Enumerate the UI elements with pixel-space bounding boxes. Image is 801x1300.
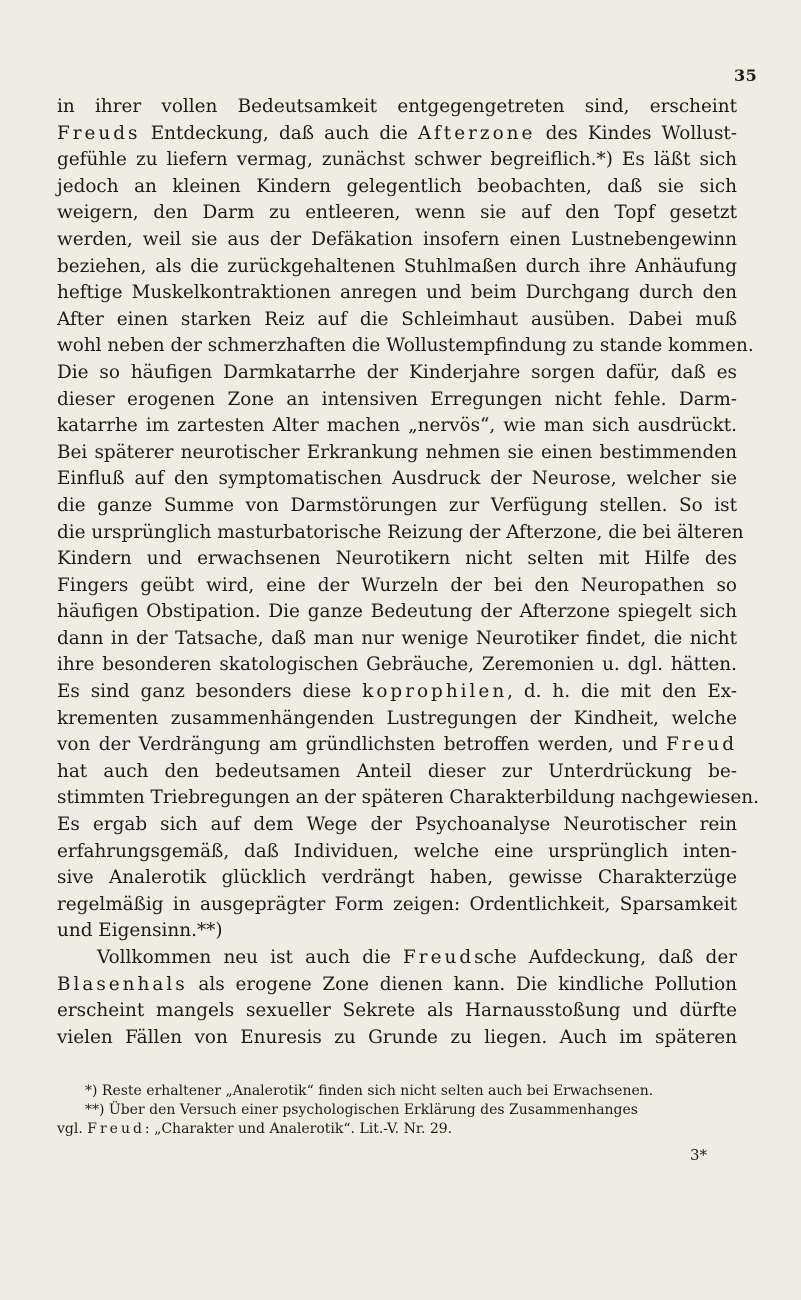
footnote: *) Reste erhaltener „Analerotik“ finden sich nicht selten auch bei Erwachsenen. xyxy=(85,1083,654,1099)
footnote: vgl. Freud: „Charakter und Analerotik“. Lit.-V. Nr. 29. xyxy=(57,1121,453,1137)
text-line: regelmäßig in ausgeprägter Form zeigen: Ordentlichkeit, Sparsamkeit xyxy=(57,893,737,915)
text-line: Fingers geübt wird, eine der Wurzeln der bei den Neuropathen so xyxy=(57,574,737,596)
text-line: die ursprünglich masturbatorische Reizung der Afterzone, die bei älteren xyxy=(57,521,744,543)
text-line: vielen Fällen von Enuresis zu Grunde zu liegen. Auch im späteren xyxy=(57,1026,737,1048)
text-line: weigern, den Darm zu entleeren, wenn sie auf den Topf gesetzt xyxy=(57,202,737,224)
text-line: von der Verdrängung am gründlichsten betroffen werden, und Freud xyxy=(57,734,737,756)
footnotes xyxy=(57,1082,737,1139)
text-line: dieser erogenen Zone an intensiven Erregungen nicht fehle. Darm- xyxy=(57,388,737,410)
text-line: dann in der Tatsache, daß man nur wenige Neurotiker findet, die nicht xyxy=(57,627,737,649)
text-line: sive Analerotik glücklich verdrängt haben, gewisse Charakterzüge xyxy=(57,867,737,889)
text-line: ihre besonderen skatologischen Gebräuche, Zeremonien u. dgl. hätten. xyxy=(57,654,737,676)
signature-mark: 3* xyxy=(690,1146,708,1164)
text-line: hat auch den bedeutsamen Anteil dieser zur Unterdrückung be- xyxy=(57,760,737,782)
text-line: jedoch an kleinen Kindern gelegentlich beobachten, daß sie sich xyxy=(57,175,737,197)
text-line: Einfluß auf den symptomatischen Ausdruck der Neurose, welcher sie xyxy=(57,468,737,490)
page-number: 35 xyxy=(734,66,758,85)
text-line: Die so häufigen Darmkatarrhe der Kinderjahre sorgen dafür, daß es xyxy=(57,361,737,383)
text-line: wohl neben der schmerzhaften die Wollustempfindung zu stande kommen. xyxy=(57,335,754,357)
text-line: erfahrungsgemäß, daß Individuen, welche eine ursprünglich inten- xyxy=(57,840,737,862)
text-line: heftige Muskelkontraktionen anregen und beim Durchgang durch den xyxy=(57,282,737,304)
text-line: beziehen, als die zurückgehaltenen Stuhlmaßen durch ihre Anhäufung xyxy=(57,255,737,277)
text-line: After einen starken Reiz auf die Schleimhaut ausüben. Dabei muß xyxy=(57,308,737,330)
text-line: katarrhe im zartesten Alter machen „nervös“, wie man sich ausdrückt. xyxy=(57,415,737,437)
text-line: Es ergab sich auf dem Wege der Psychoanalyse Neurotischer rein xyxy=(57,814,737,836)
text-line: werden, weil sie aus der Defäkation insofern einen Lustnebengewinn xyxy=(57,228,737,250)
text-line: Bei späterer neurotischer Erkrankung nehmen sie einen bestimmenden xyxy=(57,441,737,463)
body-text xyxy=(57,94,759,1051)
text-line: die ganze Summe von Darmstörungen zur Verfügung stellen. So ist xyxy=(57,494,737,516)
text-line: Blasenhals als erogene Zone dienen kann. Die kindliche Pollution xyxy=(57,973,737,995)
text-line: und Eigensinn.**) xyxy=(57,920,223,942)
text-line: Vollkommen neu ist auch die Freudsche Aufdeckung, daß der xyxy=(97,947,737,968)
text-line: Kindern und erwachsenen Neurotikern nicht selten mit Hilfe des xyxy=(57,548,737,570)
text-line: krementen zusammenhängenden Lustregungen der Kindheit, welche xyxy=(57,707,737,729)
text-line: in ihrer vollen Bedeutsamkeit entgegengetreten sind, erscheint xyxy=(57,96,737,117)
footnote: **) Über den Versuch einer psychologischen Erklärung des Zusammenhanges xyxy=(85,1102,638,1118)
text-line: Es sind ganz besonders diese koprophilen, d. h. die mit den Ex- xyxy=(57,681,737,703)
text-line: erscheint mangels sexueller Sekrete als Harnausstoßung und dürfte xyxy=(57,1000,737,1022)
text-line: Freuds Entdeckung, daß auch die Afterzone des Kindes Wollust- xyxy=(57,122,737,144)
text-line: stimmten Triebregungen an der späteren Charakterbildung nachgewiesen. xyxy=(57,787,759,809)
text-line: häufigen Obstipation. Die ganze Bedeutung der Afterzone spiegelt sich xyxy=(57,601,737,623)
text-line: gefühle zu liefern vermag, zunächst schwer begreiflich.*) Es läßt sich xyxy=(57,149,737,171)
